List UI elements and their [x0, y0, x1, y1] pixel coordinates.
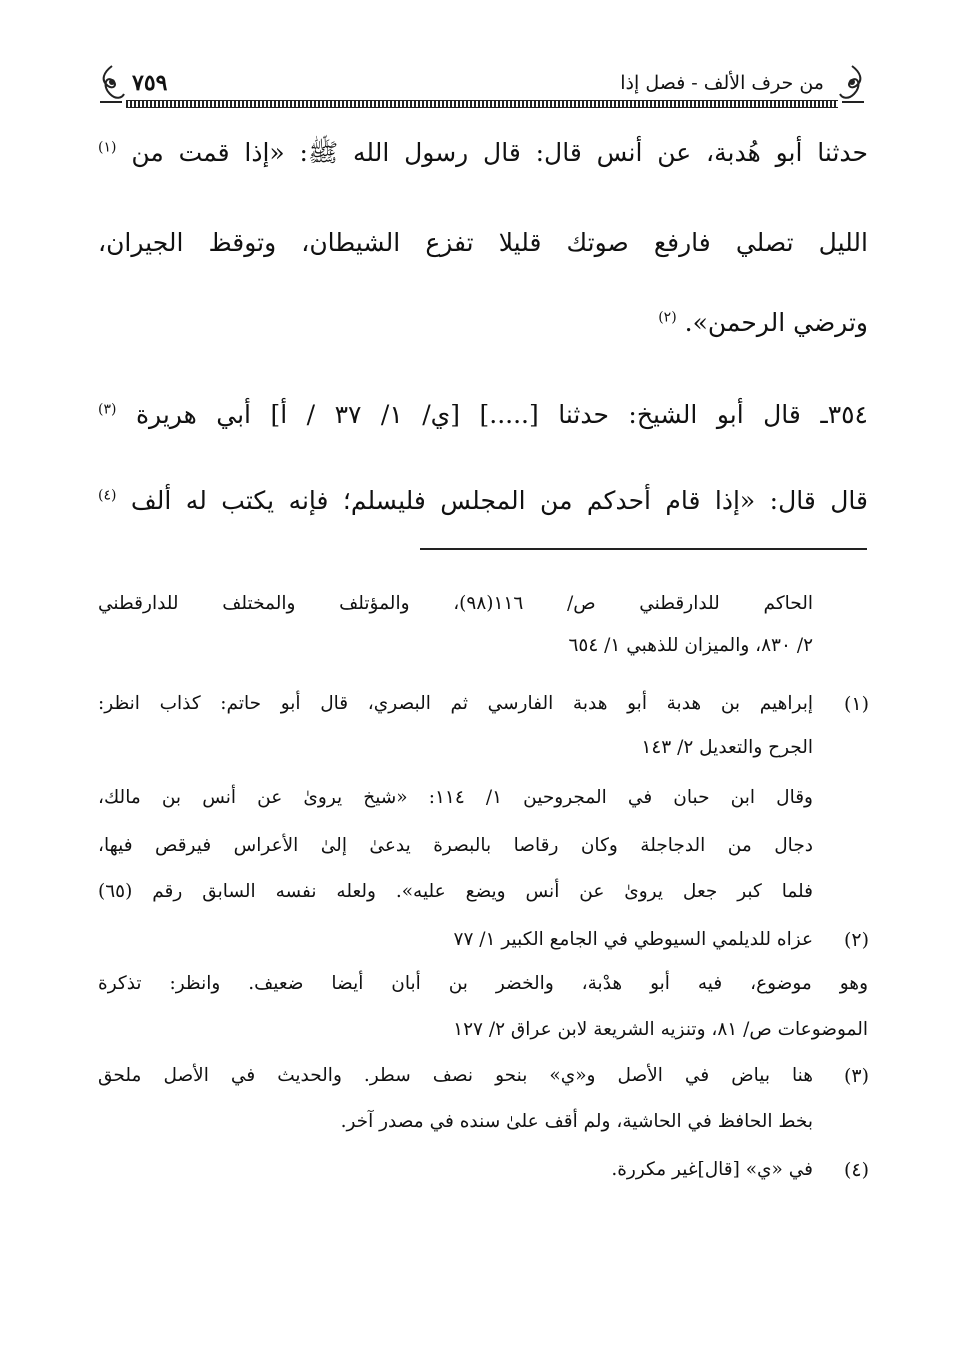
footnote-reference: (١)	[98, 139, 117, 156]
footnote-line: عزاه للديلمي السيوطي في الجامع الكبير ١/ ٧٧	[453, 929, 813, 950]
header-rule	[126, 100, 838, 108]
main-text-line-content: ٣٥٤ـ قال أبو الشيخ: حدثنا [.....] [ي/ ١/ ٣٧ / أ] أبي هريرة	[135, 400, 868, 429]
footnote-number: (٢)	[843, 929, 869, 951]
main-text-line-content: حدثنا أبو هُدبة، عن أنس قال: قال رسول الله ﷺ: «إذا قمت من	[131, 138, 868, 167]
main-text-line	[98, 298, 868, 348]
ornament-icon	[96, 64, 128, 104]
main-text-line	[98, 390, 868, 440]
footnote-line: هنا بياض في الأصل و«ي» بنحو نصف سطر. والحديث في الأصل ملحق	[98, 1065, 813, 1086]
footnote-number: (١)	[843, 693, 869, 715]
footnote-line: دجال من الدجاجلة وكان رقاصا بالبصرة يدعىٰ إلىٰ الأعراس فيرقص فيها،	[98, 835, 813, 856]
main-text-line	[98, 128, 868, 178]
footnote-line: ٢/ ٨٣٠، والميزان للذهبي ١/ ٦٥٤	[568, 635, 813, 656]
ornament-icon	[836, 64, 868, 104]
footnote-number: (٣)	[843, 1065, 869, 1087]
footnote-line: الحاكم للدارقطني ص/ ١١٦(٩٨)، والمؤتلف والمختلف للدارقطني	[98, 593, 813, 614]
footnote-line: في «ي» [قال]غير مكررة.	[611, 1159, 813, 1180]
footnote-line: وقال ابن حبان في المجروحين ١/ ١١٤: «شيخ يروىٰ عن أنس بن مالك،	[98, 787, 813, 808]
footnote-line: فلما كبر جعل يروىٰ عن أنس ويضع عليه». ولعله نفسه السابق رقم (٦٥)	[98, 881, 813, 902]
footnote-reference: (٤)	[98, 487, 117, 504]
footnote-line: إبراهيم بن هدبة أبو هدبة الفارسي ثم البصري، قال أبو حاتم: كذاب انظر:	[98, 693, 813, 714]
footnote-line: وهو موضوع، فيه أبو هدْبة، والخضر بن أبان أيضا ضعيف. وانظر: تذكرة	[98, 973, 868, 994]
running-header-title: من حرف الألف - فصل إذا	[620, 72, 824, 94]
main-text-line-content: قال قال: «إذا قام أحدكم من المجلس فليسلم؛ فإنه يكتب له ألف	[130, 486, 869, 515]
page-number: ٧٥٩	[132, 70, 168, 96]
footnote-line: الموضوعات ص/ ٨١، وتنزيه الشريعة لابن عراق ٢/ ١٢٧	[453, 1019, 868, 1040]
footnote-reference: (٣)	[98, 401, 117, 418]
main-text-line-content: وترضي الرحمن».	[684, 308, 868, 337]
main-text-line: الليل تصلي فارفع صوتك قليلا تفزع الشيطان، وتوقظ الجيران،	[98, 228, 868, 257]
footnote-reference: (٢)	[658, 309, 677, 326]
footnote-separator	[420, 548, 867, 550]
footnote-line: الجرح والتعديل ٢/ ١٤٣	[641, 737, 813, 758]
footnote-line: بخط الحافظ في الحاشية، ولم أقف علىٰ سنده في مصدر آخر.	[340, 1111, 813, 1132]
main-text-line	[98, 476, 868, 526]
footnote-number: (٤)	[843, 1159, 869, 1181]
page-header	[96, 58, 868, 106]
